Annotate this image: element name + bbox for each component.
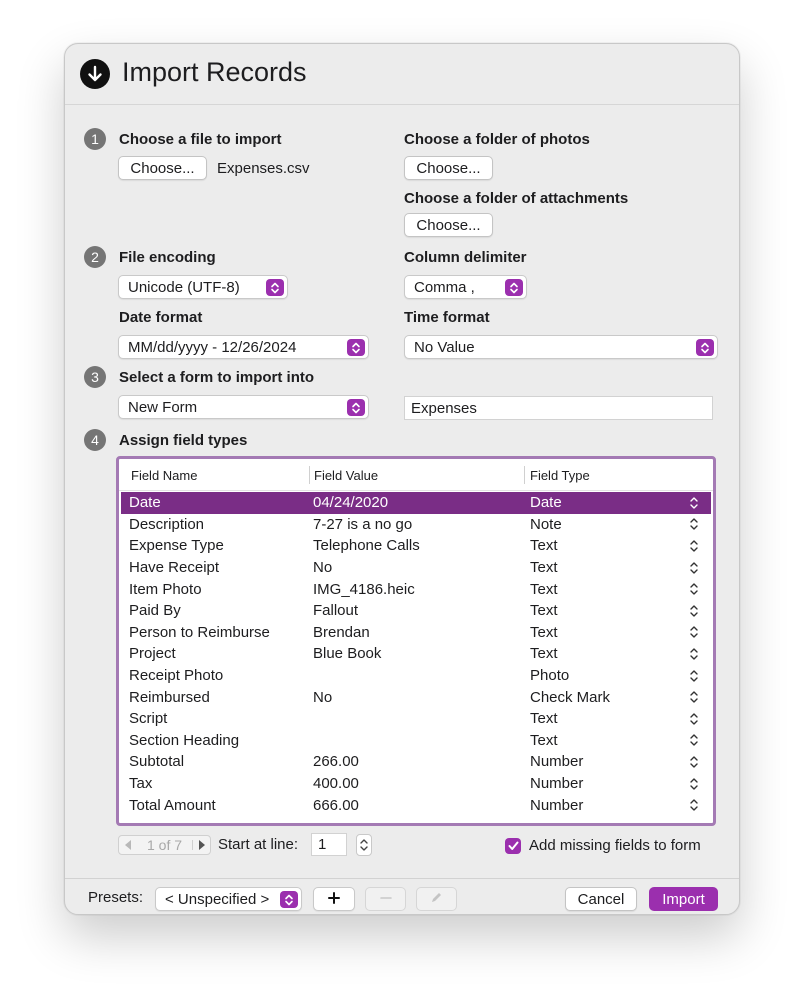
field-value-cell: 04/24/2020 <box>313 494 389 512</box>
field-type-chevron-icon[interactable] <box>689 643 699 665</box>
start-line-stepper[interactable] <box>356 834 372 856</box>
form-select-value: New Form <box>128 398 198 416</box>
field-value-cell: Telephone Calls <box>313 537 420 555</box>
table-header <box>119 459 713 491</box>
date-format-select[interactable] <box>118 335 369 359</box>
assign-field-types-label: Assign field types <box>119 432 248 449</box>
table-row[interactable] <box>121 773 711 795</box>
field-type-cell: Text <box>530 580 558 598</box>
field-name-cell: Date <box>129 494 161 512</box>
time-format-value: No Value <box>414 338 475 356</box>
choose-file-button[interactable]: Choose... <box>118 156 207 180</box>
select-form-label: Select a form to import into <box>119 369 315 386</box>
field-type-chevron-icon[interactable] <box>689 708 699 730</box>
add-preset-button[interactable] <box>313 887 355 911</box>
field-type-chevron-icon[interactable] <box>689 751 699 773</box>
column-delimiter-label: Column delimiter <box>404 249 527 266</box>
previous-record-icon[interactable] <box>119 840 137 850</box>
popup-chevron-icon <box>347 339 365 356</box>
field-name-cell: Subtotal <box>129 753 185 771</box>
field-value-cell: No <box>313 688 333 706</box>
column-divider <box>524 466 525 484</box>
field-name-cell: Person to Reimburse <box>129 623 270 641</box>
attachments-folder-label: Choose a folder of attachments <box>404 190 629 207</box>
step-1-badge: 1 <box>84 128 106 150</box>
field-value-cell: 400.00 <box>313 775 359 793</box>
file-encoding-select[interactable] <box>118 275 288 299</box>
presets-label: Presets: <box>88 889 144 906</box>
form-name-value: Expenses <box>411 399 477 417</box>
field-value-cell: Brendan <box>313 623 370 641</box>
field-type-chevron-icon[interactable] <box>689 622 699 644</box>
column-header-field-name[interactable]: Field Name <box>131 467 198 483</box>
record-pager <box>118 835 211 855</box>
popup-chevron-icon <box>696 339 714 356</box>
field-value-cell: 7-27 is a no go <box>313 515 413 533</box>
field-name-cell: Paid By <box>129 602 181 620</box>
field-name-cell: Script <box>129 710 168 728</box>
table-row[interactable] <box>121 794 711 816</box>
time-format-select[interactable] <box>404 335 718 359</box>
choose-photos-folder-button[interactable]: Choose... <box>404 156 493 180</box>
column-divider <box>309 466 310 484</box>
presets-value: < Unspecified > <box>165 890 270 908</box>
cancel-button[interactable]: Cancel <box>565 887 637 911</box>
table-row[interactable] <box>121 708 711 730</box>
table-row[interactable] <box>121 535 711 557</box>
field-type-chevron-icon[interactable] <box>689 773 699 795</box>
field-name-cell: Total Amount <box>129 796 216 814</box>
field-type-chevron-icon[interactable] <box>689 535 699 557</box>
field-type-chevron-icon[interactable] <box>689 600 699 622</box>
plus-icon <box>328 891 340 908</box>
field-type-chevron-icon[interactable] <box>689 665 699 687</box>
field-name-cell: Have Receipt <box>129 559 220 577</box>
choose-attachments-folder-button[interactable]: Choose... <box>404 213 493 237</box>
field-type-cell: Check Mark <box>530 688 611 706</box>
field-type-cell: Text <box>530 623 558 641</box>
record-page-indicator: 1 of 7 <box>146 837 183 853</box>
add-missing-fields-label: Add missing fields to form <box>529 837 701 854</box>
minus-icon <box>380 891 392 908</box>
field-type-cell: Text <box>530 731 558 749</box>
field-value-cell: Blue Book <box>313 645 382 663</box>
table-row[interactable] <box>121 730 711 752</box>
field-type-chevron-icon[interactable] <box>689 492 699 514</box>
edit-preset-button[interactable] <box>416 887 457 911</box>
field-type-cell: Photo <box>530 667 570 685</box>
field-name-cell: Expense Type <box>129 537 224 555</box>
field-type-chevron-icon[interactable] <box>689 514 699 536</box>
photos-folder-label: Choose a folder of photos <box>404 131 590 148</box>
title-divider <box>65 104 739 105</box>
field-name-cell: Description <box>129 515 205 533</box>
date-format-value: MM/dd/yyyy - 12/26/2024 <box>128 338 297 356</box>
form-name-input[interactable] <box>404 396 713 420</box>
field-type-cell: Number <box>530 753 584 771</box>
form-select[interactable] <box>118 395 369 419</box>
popup-chevron-icon <box>347 399 365 416</box>
field-type-chevron-icon[interactable] <box>689 730 699 752</box>
import-button[interactable]: Import <box>649 887 718 911</box>
column-delimiter-value: Comma , <box>414 278 475 296</box>
start-line-input[interactable] <box>311 833 347 856</box>
field-name-cell: Receipt Photo <box>129 667 224 685</box>
popup-chevron-icon <box>280 891 298 908</box>
presets-select[interactable] <box>155 887 302 911</box>
field-value-cell: No <box>313 559 333 577</box>
field-type-cell: Text <box>530 710 558 728</box>
next-record-icon[interactable] <box>192 840 210 850</box>
table-row[interactable] <box>121 686 711 708</box>
field-type-cell: Date <box>530 494 562 512</box>
field-type-cell: Text <box>530 559 558 577</box>
field-value-cell: 666.00 <box>313 796 359 814</box>
remove-preset-button[interactable] <box>365 887 406 911</box>
field-name-cell: Section Heading <box>129 731 240 749</box>
footer-divider <box>65 878 739 879</box>
field-type-cell: Text <box>530 645 558 663</box>
column-header-field-value[interactable]: Field Value <box>314 467 379 483</box>
column-delimiter-select[interactable] <box>404 275 527 299</box>
table-row[interactable] <box>121 600 711 622</box>
table-row[interactable] <box>121 492 711 514</box>
field-value-cell: 266.00 <box>313 753 359 771</box>
table-row[interactable] <box>121 557 711 579</box>
time-format-label: Time format <box>404 309 490 326</box>
step-4-badge: 4 <box>84 429 106 451</box>
file-encoding-label: File encoding <box>119 249 216 266</box>
file-encoding-value: Unicode (UTF-8) <box>128 278 240 296</box>
field-type-cell: Number <box>530 796 584 814</box>
field-types-table <box>116 456 716 826</box>
dialog-title: Import Records <box>122 57 307 87</box>
field-value-cell: IMG_4186.heic <box>313 580 415 598</box>
field-type-cell: Text <box>530 537 558 555</box>
table-row[interactable] <box>121 751 711 773</box>
field-name-cell: Tax <box>129 775 153 793</box>
popup-chevron-icon <box>505 279 523 296</box>
table-row[interactable] <box>121 578 711 600</box>
step-2-badge: 2 <box>84 246 106 268</box>
popup-chevron-icon <box>266 279 284 296</box>
selected-file-name: Expenses.csv <box>217 160 310 177</box>
date-format-label: Date format <box>119 309 203 326</box>
table-row[interactable] <box>121 622 711 644</box>
field-type-cell: Note <box>530 515 562 533</box>
import-records-dialog <box>64 43 740 915</box>
field-type-chevron-icon[interactable] <box>689 794 699 816</box>
field-type-cell: Number <box>530 775 584 793</box>
field-type-cell: Text <box>530 602 558 620</box>
column-header-field-type[interactable]: Field Type <box>530 467 590 483</box>
table-row[interactable] <box>121 643 711 665</box>
field-value-cell: Fallout <box>313 602 359 620</box>
start-line-value: 1 <box>318 836 327 853</box>
field-name-cell: Reimbursed <box>129 688 210 706</box>
step-3-badge: 3 <box>84 366 106 388</box>
choose-file-label: Choose a file to import <box>119 131 282 148</box>
table-row[interactable] <box>121 665 711 687</box>
arrow-down-circle-icon <box>80 59 110 89</box>
start-line-label: Start at line: <box>218 836 299 853</box>
field-type-chevron-icon[interactable] <box>689 686 699 708</box>
add-missing-fields-checkbox[interactable] <box>505 838 521 854</box>
field-name-cell: Item Photo <box>129 580 202 598</box>
field-type-chevron-icon[interactable] <box>689 578 699 600</box>
field-name-cell: Project <box>129 645 176 663</box>
pencil-icon <box>430 891 443 908</box>
table-row[interactable] <box>121 514 711 536</box>
field-type-chevron-icon[interactable] <box>689 557 699 579</box>
